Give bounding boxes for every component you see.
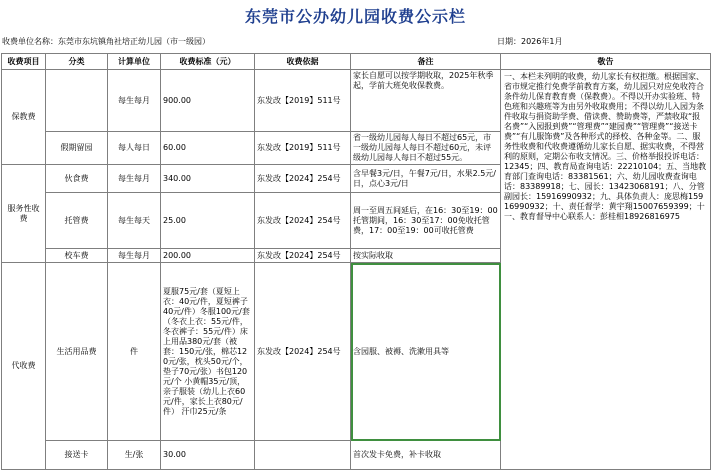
basis-cell: 东发改【2024】254号	[255, 193, 351, 249]
header-notice: 敬告	[501, 54, 711, 70]
notice-text: 一、本栏未列明的收费，幼儿家长有权拒缴。根据国家、省市规定推行免费学前教育方案，幼儿园只对应免收符合条件幼儿保育教育费（保教费）。不得以开办实验班、特色班和兴趣班等为由另外收取费用；不得以幼儿入园为条件收取与捐资助学费、借读费、赞助费等，严禁收取“报名费”“入园报到费”“管理费”“建园费”“管理费”“接送卡费”“有儿服饰费”及各种形式的择校、各种金等。二、服务性收费和代收费遵循幼儿家长自愿、据实收费，不得营利的原则，定期公布收支情况。三、价格举报投诉电话：12345；四、教育局查询电话：22210104；五、当地教育部门查询电话：83381561；六、幼儿园收费查询电话：83389918；七、园长：13423068191；八、分管副园长：15916990932；九、具体负责人：庞思梅15916990932；十、责任督学：黄宇翔15007659399；十一、教育督导中心联系人：彭桂相18926816975	[501, 70, 711, 470]
unit-cell: 每生每月	[108, 249, 161, 263]
standard-cell: 900.00	[161, 70, 255, 132]
basis-cell	[255, 441, 351, 470]
project-daishou: 代收费	[2, 263, 46, 470]
unit-cell: 生/张	[108, 441, 161, 470]
basis-cell: 东发改【2024】254号	[255, 263, 351, 441]
project-service: 服务性收费	[2, 165, 46, 263]
unit-cell: 每人每日	[108, 132, 161, 165]
remark-cell-selected[interactable]: 含园服、被褥、洗漱用具等	[351, 263, 501, 441]
header-unit: 计算单位	[108, 54, 161, 70]
table-row	[2, 70, 711, 132]
category-cell: 托管费	[46, 193, 108, 249]
category-cell: 生活用品费	[46, 263, 108, 441]
unit-cell: 件	[108, 263, 161, 441]
basis-cell: 东发改【2019】511号	[255, 70, 351, 132]
unit-cell: 每生每天	[108, 193, 161, 249]
remark-cell: 首次发卡免费，补卡收取	[351, 441, 501, 470]
standard-cell: 340.00	[161, 165, 255, 193]
category-cell: 假期留园	[46, 132, 108, 165]
standard-cell: 夏服75元/套（夏短上衣：40元/件，夏短裤子40元/件）冬服100元/套（冬衣上衣：55元/件，冬衣裤子：55元/件）床上用品380元/套（被套：150元/张，棉芯120元/张，枕头50元/个，垫子70元/张）书包120元/个 小黄帽35元/顶，亲子服装（幼儿上衣60元/件，家长上衣80元/件） 汗巾25元/条	[161, 263, 255, 441]
basis-cell: 东发改【2024】254号	[255, 165, 351, 193]
remark-cell: 含早餐3元/日，午餐7元/日，水果2.5元/日，点心3元/日	[351, 165, 501, 193]
header-project: 收费项目	[2, 54, 46, 70]
standard-cell: 200.00	[161, 249, 255, 263]
remark-cell: 周一至周五间延后，在16：30至19：00托管期间，16：30至17：00免收托管费，17：00至19：00可收托管费	[351, 193, 501, 249]
category-cell: 伙食费	[46, 165, 108, 193]
header-standard: 收费标准（元）	[161, 54, 255, 70]
project-baojiao: 保教费	[2, 70, 46, 165]
header-category: 分类	[46, 54, 108, 70]
remark-cell: 省一级幼儿园每人每日不超过65元，市一级幼儿园每人每日不超过60元，未评级幼儿园每人每日不超过55元。	[351, 132, 501, 165]
basis-cell: 东发改【2024】254号	[255, 249, 351, 263]
category-cell: 接送卡	[46, 441, 108, 470]
notice-date: 日期：2026年1月	[497, 37, 563, 46]
basis-cell: 东发改【2019】511号	[255, 132, 351, 165]
category-cell	[46, 70, 108, 132]
standard-cell: 30.00	[161, 441, 255, 470]
fee-table	[1, 53, 711, 470]
remark-cell: 按实际收取	[351, 249, 501, 263]
remark-cell: 家长自愿可以按学期收取，2025年秋季起，学前大班免收保教费。	[351, 70, 501, 132]
header-remark: 备注	[351, 54, 501, 70]
standard-cell: 60.00	[161, 132, 255, 165]
unit-name: 收费单位名称：东莞市东坑镇角社培正幼儿园（市一级园）	[2, 37, 210, 46]
header-row	[2, 54, 711, 70]
unit-cell: 每生每月	[108, 165, 161, 193]
unit-cell: 每生每月	[108, 70, 161, 132]
header-basis: 收费依据	[255, 54, 351, 70]
standard-cell: 25.00	[161, 193, 255, 249]
category-cell: 校车费	[46, 249, 108, 263]
page-title: 东莞市公办幼儿园收费公示栏	[244, 7, 466, 26]
